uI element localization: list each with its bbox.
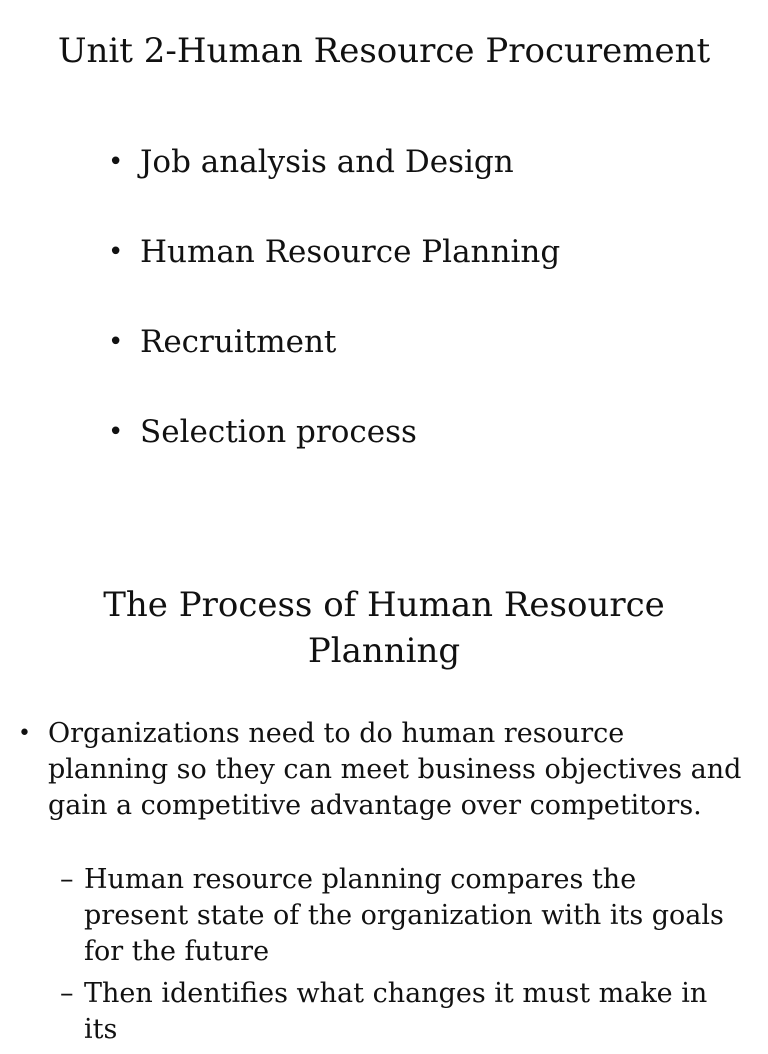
slide-2 bbox=[0, 560, 768, 1045]
sub-bullet bbox=[14, 976, 744, 1048]
topic-item bbox=[108, 228, 560, 276]
bullet-icon: • bbox=[18, 721, 31, 746]
topic-item-label: Recruitment bbox=[140, 324, 337, 360]
bullet-icon: • bbox=[108, 147, 124, 177]
sub-bullet-text: Human resource planning compares the present state of the organization with its goals for the future bbox=[84, 864, 724, 967]
topic-item-label: Job analysis and Design bbox=[140, 144, 514, 180]
topic-item bbox=[108, 138, 560, 186]
topic-list bbox=[108, 138, 560, 498]
topic-item-label: Human Resource Planning bbox=[140, 234, 561, 270]
sub-bullet-text: Then identifies what changes it must make in its bbox=[84, 978, 708, 1045]
bullet-icon: • bbox=[108, 327, 124, 357]
topic-item bbox=[108, 318, 560, 366]
slide-title: The Process of Human Resource Planning bbox=[103, 585, 665, 671]
body-bullet-text: Organizations need to do human resource planning so they can meet business objectives and gain a competitive advantage over competitors. bbox=[48, 718, 742, 821]
sub-bullet bbox=[14, 862, 744, 970]
dash-icon: – bbox=[60, 864, 74, 895]
body-bullet bbox=[14, 716, 744, 824]
slide-title: Unit 2-Human Resource Procurement bbox=[57, 31, 711, 71]
dash-icon: – bbox=[60, 978, 74, 1009]
bullet-icon: • bbox=[108, 237, 124, 267]
body-list bbox=[14, 716, 744, 1054]
bullet-icon: • bbox=[108, 417, 124, 447]
topic-item bbox=[108, 408, 560, 456]
topic-item-label: Selection process bbox=[140, 414, 417, 450]
